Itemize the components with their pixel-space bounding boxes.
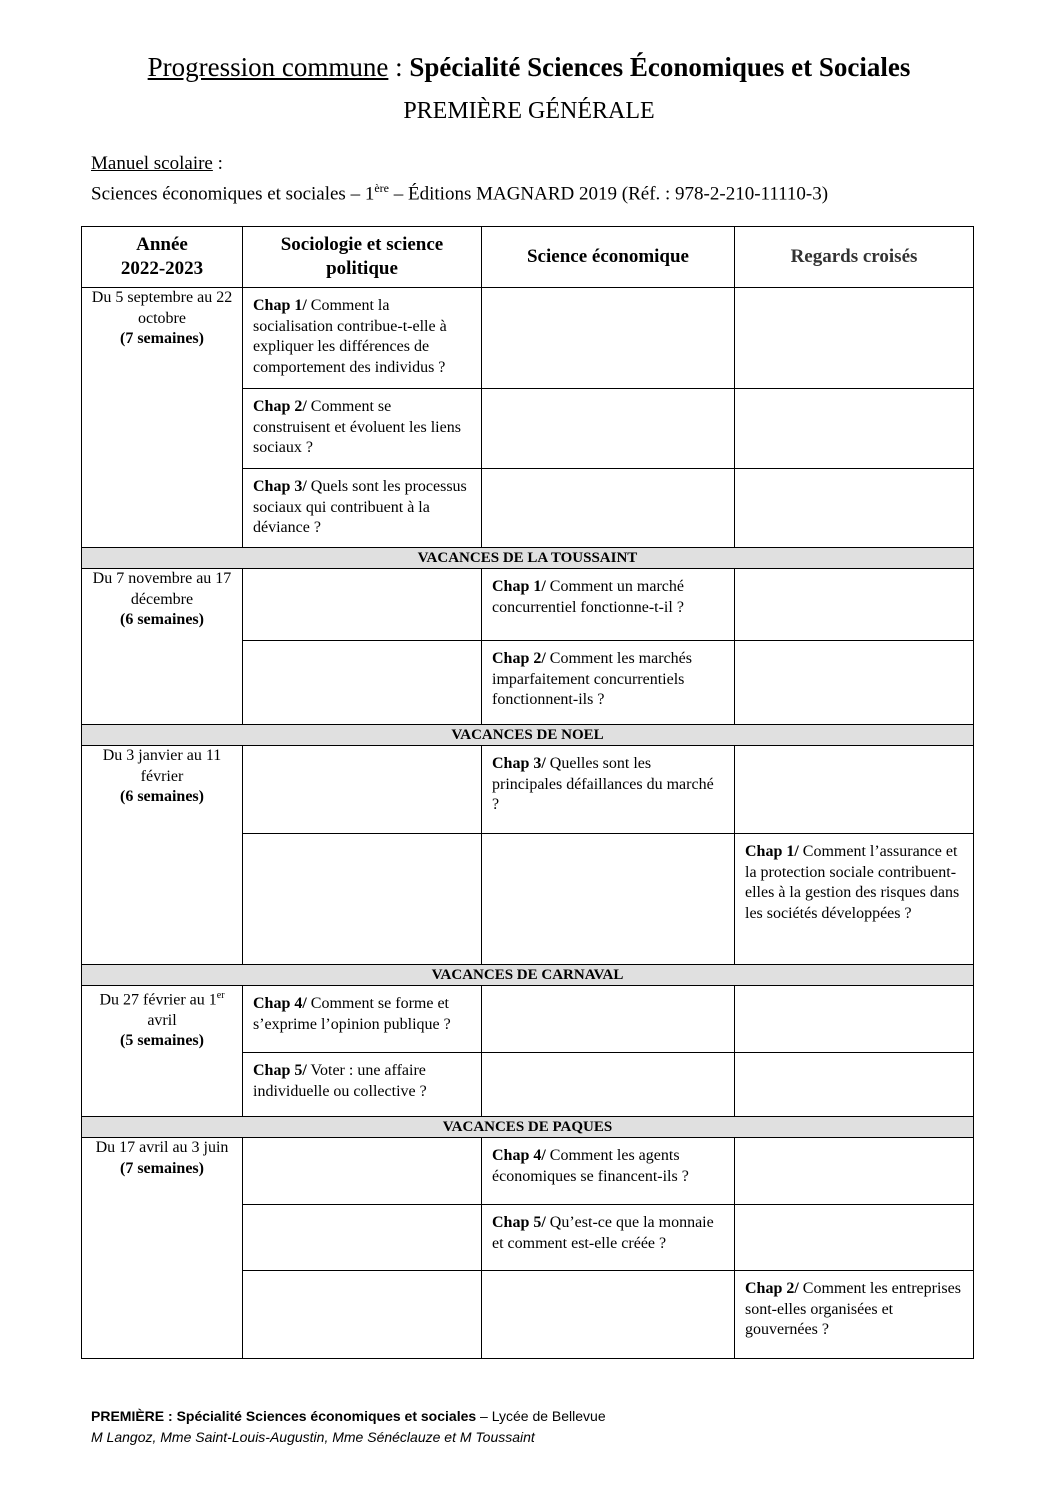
vacances-row [82, 548, 974, 569]
period-weeks: (5 semaines) [120, 1032, 204, 1050]
chapter-cell [735, 834, 974, 965]
empty-cell [735, 1205, 974, 1271]
chapter-number: Chap 3/ [492, 755, 546, 772]
period-cell [82, 1138, 243, 1359]
chapter-number: Chap 4/ [492, 1147, 546, 1164]
header-annee-years: 2022-2023 [120, 258, 204, 279]
document-subtitle: PREMIÈRE GÉNÉRALE [403, 98, 655, 124]
chapter-cell [243, 986, 482, 1053]
chapter-cell [243, 288, 482, 389]
chapter-cell [482, 1205, 735, 1271]
title-underlined: Progression commune [147, 52, 389, 82]
chapter-text: Quelles sont les principales défaillances du marché ? [492, 755, 714, 813]
header-regards: Regards croisés [735, 227, 974, 288]
chapter-number: Chap 1/ [492, 578, 546, 595]
chapter-number: Chap 5/ [492, 1214, 546, 1231]
period-sup: er [216, 990, 225, 1001]
period-dates: Du 27 février au 1 [99, 991, 217, 1009]
manuel-text-end: – Éditions MAGNARD 2019 (Réf. : 978-2-210-11110-3) [389, 183, 829, 205]
empty-cell [482, 986, 735, 1053]
header-eco: Science économique [482, 227, 735, 288]
empty-cell [243, 1271, 482, 1359]
empty-cell [735, 746, 974, 834]
header-row [82, 227, 974, 288]
chapter-number: Chap 1/ [253, 297, 307, 314]
chapter-cell [243, 389, 482, 469]
period-dates: Du 7 novembre au 17 décembre [92, 570, 232, 608]
chapter-text: Voter : une affaire individuelle ou collective ? [253, 1062, 427, 1100]
empty-cell [482, 1271, 735, 1359]
empty-cell [243, 569, 482, 641]
empty-cell [482, 834, 735, 965]
empty-cell [735, 641, 974, 725]
period-cell [82, 746, 243, 965]
chapter-number: Chap 2/ [492, 650, 546, 667]
vacances-label: VACANCES DE NOEL [82, 725, 974, 746]
chapter-text: Comment un marché concurrentiel fonctionne-t-il ? [492, 578, 684, 616]
period-cell [82, 288, 243, 548]
empty-cell [243, 1138, 482, 1205]
chapter-text: Quels sont les processus sociaux qui contribuent à la déviance ? [253, 478, 467, 536]
progression-table [81, 226, 974, 1359]
chapter-cell [482, 1138, 735, 1205]
title-separator: : [388, 52, 410, 82]
chapter-number: Chap 3/ [253, 478, 307, 495]
header-annee [82, 227, 243, 288]
empty-cell [243, 834, 482, 965]
document-title [0, 50, 1058, 84]
vacances-label: VACANCES DE PAQUES [82, 1117, 974, 1138]
period-weeks: (7 semaines) [120, 1159, 204, 1177]
chapter-number: Chap 2/ [745, 1280, 799, 1297]
vacances-row [82, 725, 974, 746]
period-dates: Du 3 janvier au 11 février [102, 747, 222, 785]
table-row [82, 1138, 974, 1205]
chapter-text: Comment l’assurance et la protection sociale contribuent-elles à la gestion des risques dans les sociétés développées ? [745, 843, 960, 922]
table-row [82, 986, 974, 1053]
empty-cell [482, 288, 735, 389]
chapter-cell [243, 469, 482, 548]
chapter-cell [243, 1053, 482, 1117]
empty-cell [482, 469, 735, 548]
period-cell [82, 986, 243, 1117]
chapter-text: Comment la socialisation contribue-t-elle à expliquer les différences de comportement des individus ? [253, 297, 447, 376]
manuel-label-suffix: : [212, 153, 223, 174]
vacances-row [82, 1117, 974, 1138]
period-weeks: (6 semaines) [120, 788, 204, 805]
footer-title: PREMIÈRE : Spécialité Sciences économiques et sociales [91, 1408, 477, 1424]
empty-cell [482, 389, 735, 469]
table-row [82, 288, 974, 389]
chapter-text: Comment se construisent et évoluent les liens sociaux ? [253, 398, 461, 456]
vacances-row [82, 965, 974, 986]
empty-cell [735, 288, 974, 389]
period-dates: Du 17 avril au 3 juin [95, 1139, 229, 1156]
table-row [82, 746, 974, 834]
header-socio: Sociologie et science politique [243, 227, 482, 288]
manuel-sup: ère [374, 181, 389, 195]
chapter-number: Chap 1/ [745, 843, 799, 860]
period-dates: Du 5 septembre au 22 octobre [91, 289, 233, 327]
chapter-number: Chap 2/ [253, 398, 307, 415]
footer-authors: M Langoz, Mme Saint-Louis-Augustin, Mme Sénéclauze et M Toussaint [91, 1429, 535, 1445]
manuel-label: Manuel scolaire [91, 153, 213, 174]
chapter-text: Comment les agents économiques se financent-ils ? [492, 1147, 689, 1185]
header-annee-label: Année [136, 234, 188, 255]
footer-school: – Lycée de Bellevue [476, 1408, 606, 1424]
vacances-label: VACANCES DE CARNAVAL [82, 965, 974, 986]
chapter-cell [735, 1271, 974, 1359]
empty-cell [735, 986, 974, 1053]
empty-cell [243, 1205, 482, 1271]
chapter-cell [482, 746, 735, 834]
empty-cell [735, 469, 974, 548]
vacances-label: VACANCES DE LA TOUSSAINT [82, 548, 974, 569]
empty-cell [735, 389, 974, 469]
period-cell [82, 569, 243, 725]
empty-cell [735, 1053, 974, 1117]
chapter-text: Comment les entreprises sont-elles organisées et gouvernées ? [745, 1280, 961, 1338]
manuel-text: Sciences économiques et sociales – 1 [91, 183, 375, 205]
manuel-scolaire [91, 152, 828, 206]
period-weeks: (6 semaines) [120, 611, 204, 628]
title-bold: Spécialité Sciences Économiques et Sociales [409, 52, 911, 82]
chapter-number: Chap 5/ [253, 1062, 307, 1079]
chapter-cell [482, 569, 735, 641]
empty-cell [482, 1053, 735, 1117]
chapter-cell [482, 641, 735, 725]
page-footer [91, 1406, 606, 1448]
chapter-number: Chap 4/ [253, 995, 307, 1012]
empty-cell [243, 746, 482, 834]
table-row [82, 569, 974, 641]
period-dates-end: avril [147, 1011, 177, 1029]
chapter-text: Comment les marchés imparfaitement concurrentiels fonctionnent-ils ? [492, 650, 692, 708]
empty-cell [243, 641, 482, 725]
chapter-text: Comment se forme et s’exprime l’opinion publique ? [253, 995, 451, 1033]
empty-cell [735, 1138, 974, 1205]
period-weeks: (7 semaines) [120, 330, 204, 347]
chapter-text: Qu’est-ce que la monnaie et comment est-elle créée ? [492, 1214, 714, 1252]
empty-cell [735, 569, 974, 641]
